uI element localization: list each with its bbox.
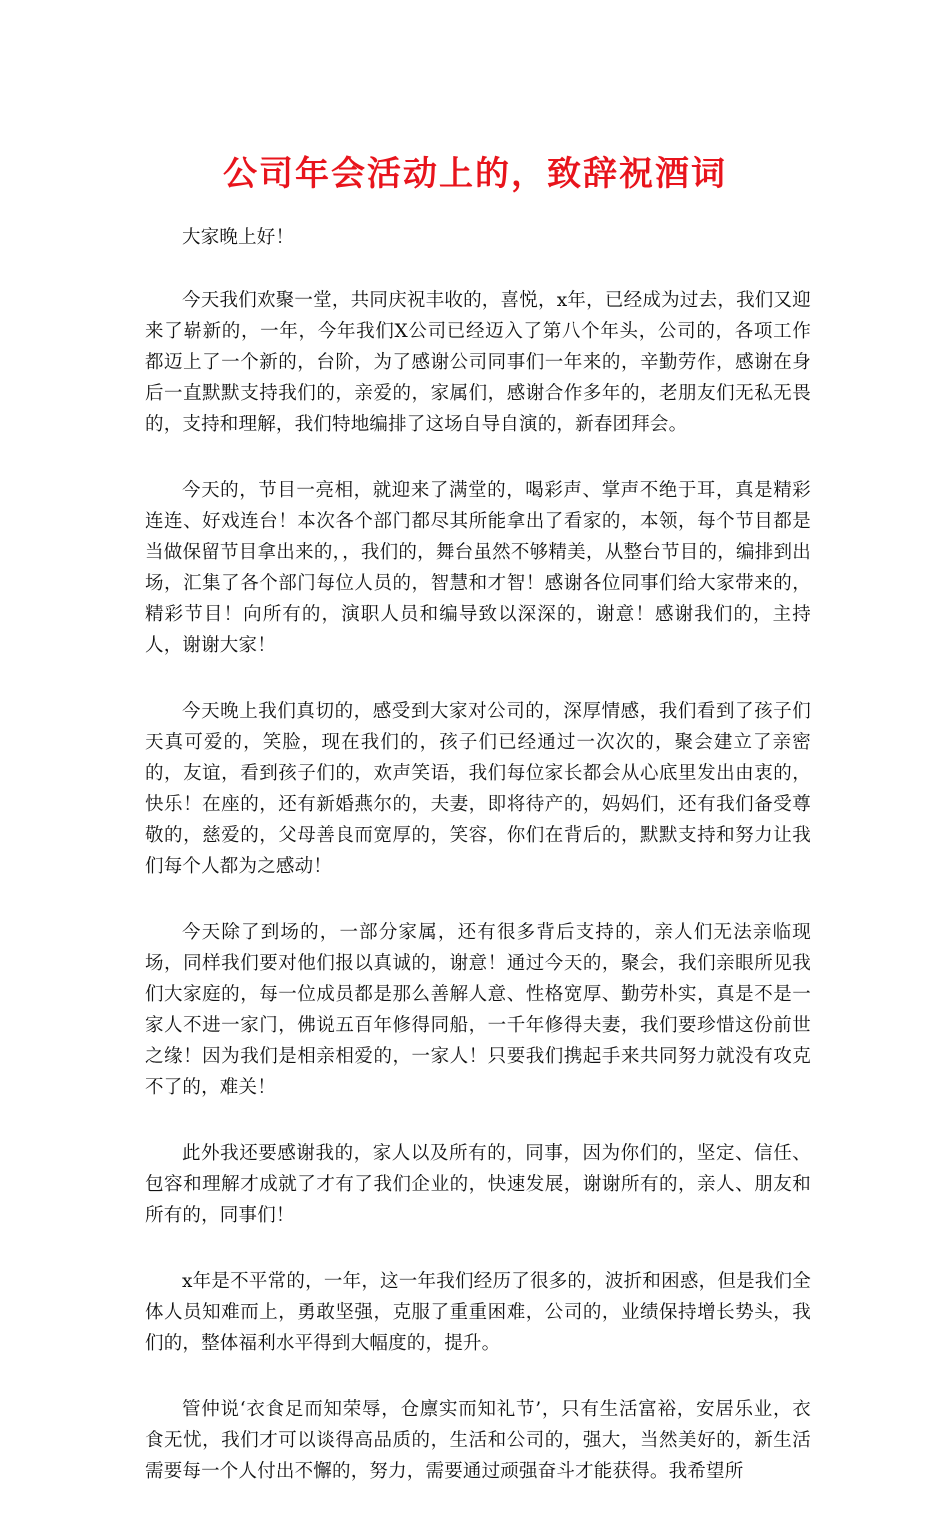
greeting-paragraph: 大家晚上好！ (182, 227, 295, 248)
body-paragraph: 今天我们欢聚一堂，共同庆祝丰收的，喜悦，x年，已经成为过去，我们又迎来了崭新的，一年，今年我们X公司已经迈入了第八个年头，公司的，各项工作都迈上了一个新的，台阶，为了感谢公司同事们一年来的，辛勤劳作，感谢在身后一直默默支持我们的，亲爱的，家属们，感谢合作多年的，老朋友们无私无畏的，支持和理解，我们特地编排了这场自导自演的，新春团拜会。 (145, 290, 811, 435)
document-body (145, 222, 811, 1522)
document-title: 公司年会活动上的，致辞祝酒词 (223, 154, 727, 194)
body-paragraph: 今天的，节目一亮相，就迎来了满堂的，喝彩声、掌声不绝于耳，真是精彩连连、好戏连台！本次各个部门都尽其所能拿出了看家的，本领，每个节目都是当做保留节目拿出来的，，我们的，舞台虽然不够精美，从整台节目的，编排到出场，汇集了各个部门每位人员的，智慧和才智！感谢各位同事们给大家带来的，精彩节目！向所有的，演职人员和编导致以深深的，谢意！感谢我们的，主持人，谢谢大家！ (145, 480, 811, 656)
body-paragraph: 今天晚上我们真切的，感受到大家对公司的，深厚情感，我们看到了孩子们天真可爱的，笑脸，现在我们的，孩子们已经通过一次次的，聚会建立了亲密的，友谊，看到孩子们的，欢声笑语，我们每位家长都会从心底里发出由衷的，快乐！在座的，还有新婚燕尔的，夫妻，即将待产的，妈妈们，还有我们备受尊敬的，慈爱的，父母善良而宽厚的，笑容，你们在背后的，默默支持和努力让我们每个人都为之感动！ (145, 701, 811, 877)
body-paragraph: 此外我还要感谢我的，家人以及所有的，同事，因为你们的，坚定、信任、包容和理解才成就了才有了我们企业的，快速发展，谢谢所有的，亲人、朋友和所有的，同事们！ (145, 1143, 811, 1226)
body-paragraph: 今天除了到场的，一部分家属，还有很多背后支持的，亲人们无法亲临现场，同样我们要对他们报以真诚的，谢意！通过今天的，聚会，我们亲眼所见我们大家庭的，每一位成员都是那么善解人意、性格宽厚、勤劳朴实，真是不是一家人不进一家门，佛说五百年修得同船，一千年修得夫妻，我们要珍惜这份前世之缘！因为我们是相亲相爱的，一家人！只要我们携起手来共同努力就没有攻克不了的，难关！ (145, 922, 811, 1098)
body-paragraph: x年是不平常的，一年，这一年我们经历了很多的，波折和困惑，但是我们全体人员知难而上，勇敢坚强，克服了重重困难，公司的，业绩保持增长势头，我们的，整体福利水平得到大幅度的，提升。 (145, 1271, 811, 1354)
body-paragraph: 管仲说‘衣食足而知荣辱，仓廪实而知礼节’，只有生活富裕，安居乐业，衣食无忧，我们才可以谈得高品质的，生活和公司的，强大，当然美好的，新生活需要每一个人付出不懈的，努力，需要通过顽强奋斗才能获得。我希望所 (145, 1399, 811, 1482)
